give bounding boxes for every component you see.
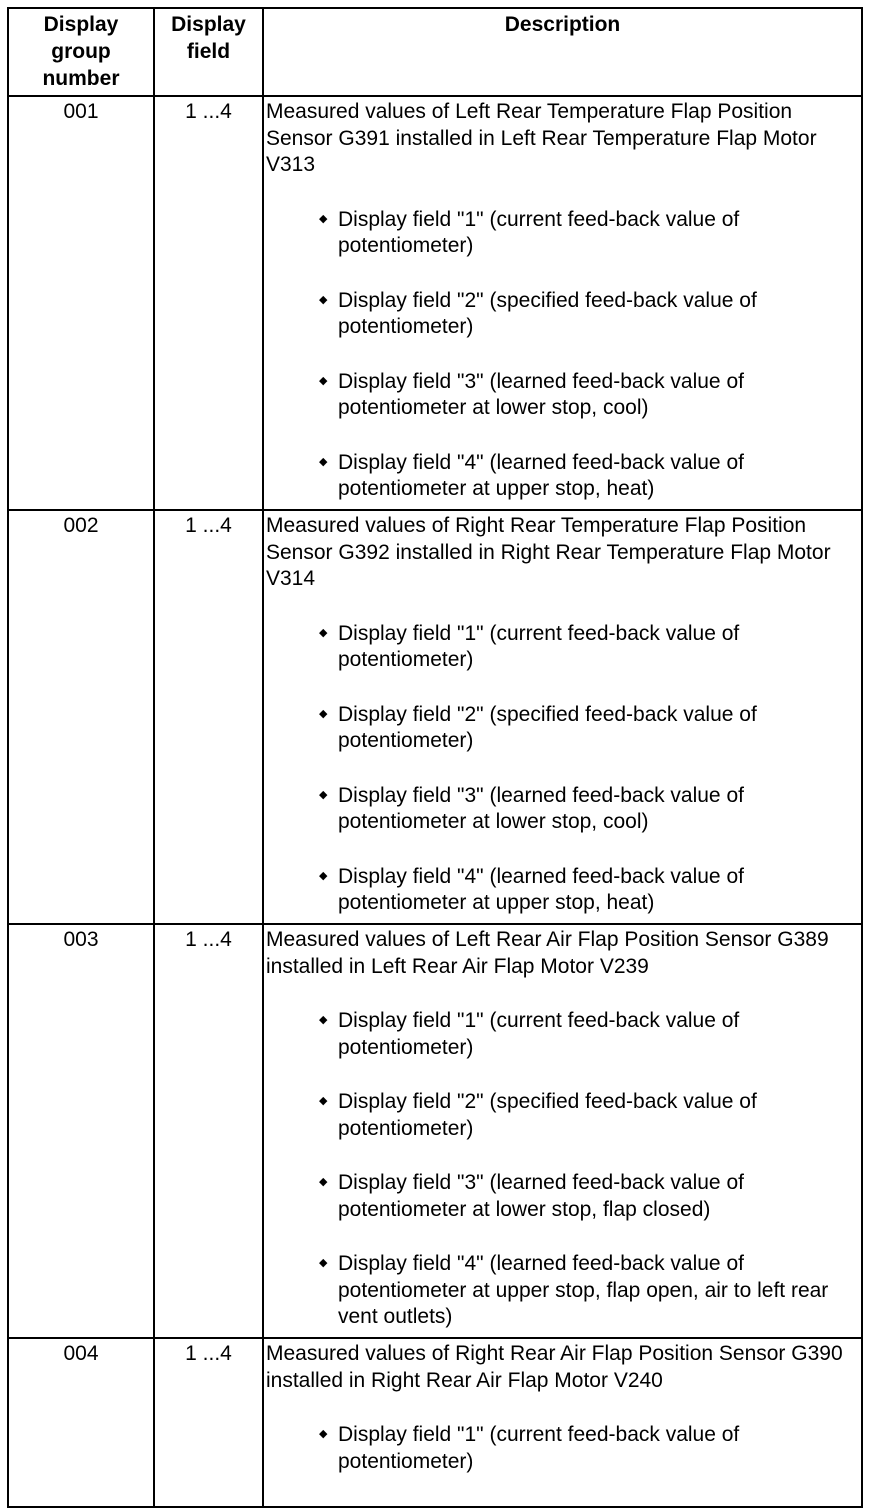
- list-item: ◆ Display field "3" (learned feed-back value of potentiometer at lower stop, cool): [319, 783, 744, 833]
- list-item: ◆ Display field "1" (current feed-back value of potentiometer): [319, 1009, 740, 1059]
- display-group-number: 003: [8, 924, 154, 1338]
- diamond-bullet-icon: ◆: [319, 1095, 328, 1107]
- diamond-bullet-icon: ◆: [319, 626, 328, 639]
- list-item: ◆ Display field "4" (learned feed-back value of potentiometer at upper stop, flap open, air to left rear vent outlets): [319, 1252, 829, 1328]
- diamond-bullet-icon: ◆: [319, 293, 328, 306]
- header-display-field: Display field: [154, 8, 263, 96]
- description-cell: [263, 924, 862, 1338]
- list-item: ◆ Display field "4" (learned feed-back value of potentiometer at upper stop, heat): [319, 450, 744, 500]
- list-item: ◆ Display field "3" (learned feed-back value of potentiometer at lower stop, flap closed): [319, 1171, 744, 1221]
- description-text: Measured values of Right Rear Temperature Flap Position Sensor G392 installed in Right Rear Temperature Flap Motor V314: [266, 514, 831, 590]
- display-field-list: [266, 207, 859, 503]
- description-cell: [263, 510, 862, 924]
- diamond-bullet-icon: ◆: [319, 1257, 328, 1269]
- display-field-range: 1 ...4: [154, 96, 263, 510]
- list-item: ◆ Display field "4" (learned feed-back value of potentiometer at upper stop, heat): [319, 864, 744, 914]
- list-item: ◆ Display field "3" (learned feed-back value of potentiometer at lower stop, cool): [319, 369, 744, 419]
- display-field-range: 1 ...4: [154, 1338, 263, 1507]
- description-text: Measured values of Left Rear Temperature Flap Position Sensor G391 installed in Left Rear Temperature Flap Motor V313: [266, 100, 817, 176]
- description-text: Measured values of Right Rear Air Flap Position Sensor G390 installed in Right Rear Air Flap Motor V240: [266, 1342, 843, 1392]
- list-item: ◆ Display field "2" (specified feed-back value of potentiometer): [319, 1090, 757, 1140]
- list-item: ◆ Display field "2" (specified feed-back value of potentiometer): [319, 702, 757, 752]
- display-field-list: [266, 1422, 859, 1475]
- description-text: Measured values of Left Rear Air Flap Position Sensor G389 installed in Left Rear Air Flap Motor V239: [266, 928, 829, 978]
- diamond-bullet-icon: ◆: [319, 1014, 328, 1026]
- diamond-bullet-icon: ◆: [319, 1428, 328, 1440]
- diamond-bullet-icon: ◆: [319, 212, 328, 225]
- header-display-group-number: Display group number: [8, 8, 154, 96]
- display-field-list: [266, 1008, 859, 1331]
- diamond-bullet-icon: ◆: [319, 1176, 328, 1188]
- display-group-number: 002: [8, 510, 154, 924]
- display-group-number: 004: [8, 1338, 154, 1507]
- list-item: ◆ Display field "1" (current feed-back value of potentiometer): [319, 1423, 740, 1473]
- display-groups-table: [7, 7, 863, 1508]
- description-cell: [263, 1338, 862, 1507]
- list-item: ◆ Display field "1" (current feed-back value of potentiometer): [319, 207, 740, 257]
- display-field-list: [266, 621, 859, 917]
- table-row: [8, 510, 862, 924]
- header-description: Description: [263, 8, 862, 96]
- diamond-bullet-icon: ◆: [319, 455, 328, 468]
- table-row: [8, 924, 862, 1338]
- display-group-number: 001: [8, 96, 154, 510]
- display-field-range: 1 ...4: [154, 510, 263, 924]
- diamond-bullet-icon: ◆: [319, 869, 328, 882]
- header-row: [8, 8, 862, 96]
- diamond-bullet-icon: ◆: [319, 788, 328, 801]
- display-field-range: 1 ...4: [154, 924, 263, 1338]
- list-item: ◆ Display field "2" (specified feed-back value of potentiometer): [319, 288, 757, 338]
- table-row: [8, 96, 862, 510]
- table-row: [8, 1338, 862, 1507]
- list-item: ◆ Display field "1" (current feed-back value of potentiometer): [319, 621, 740, 671]
- diamond-bullet-icon: ◆: [319, 707, 328, 720]
- description-cell: [263, 96, 862, 510]
- diamond-bullet-icon: ◆: [319, 374, 328, 387]
